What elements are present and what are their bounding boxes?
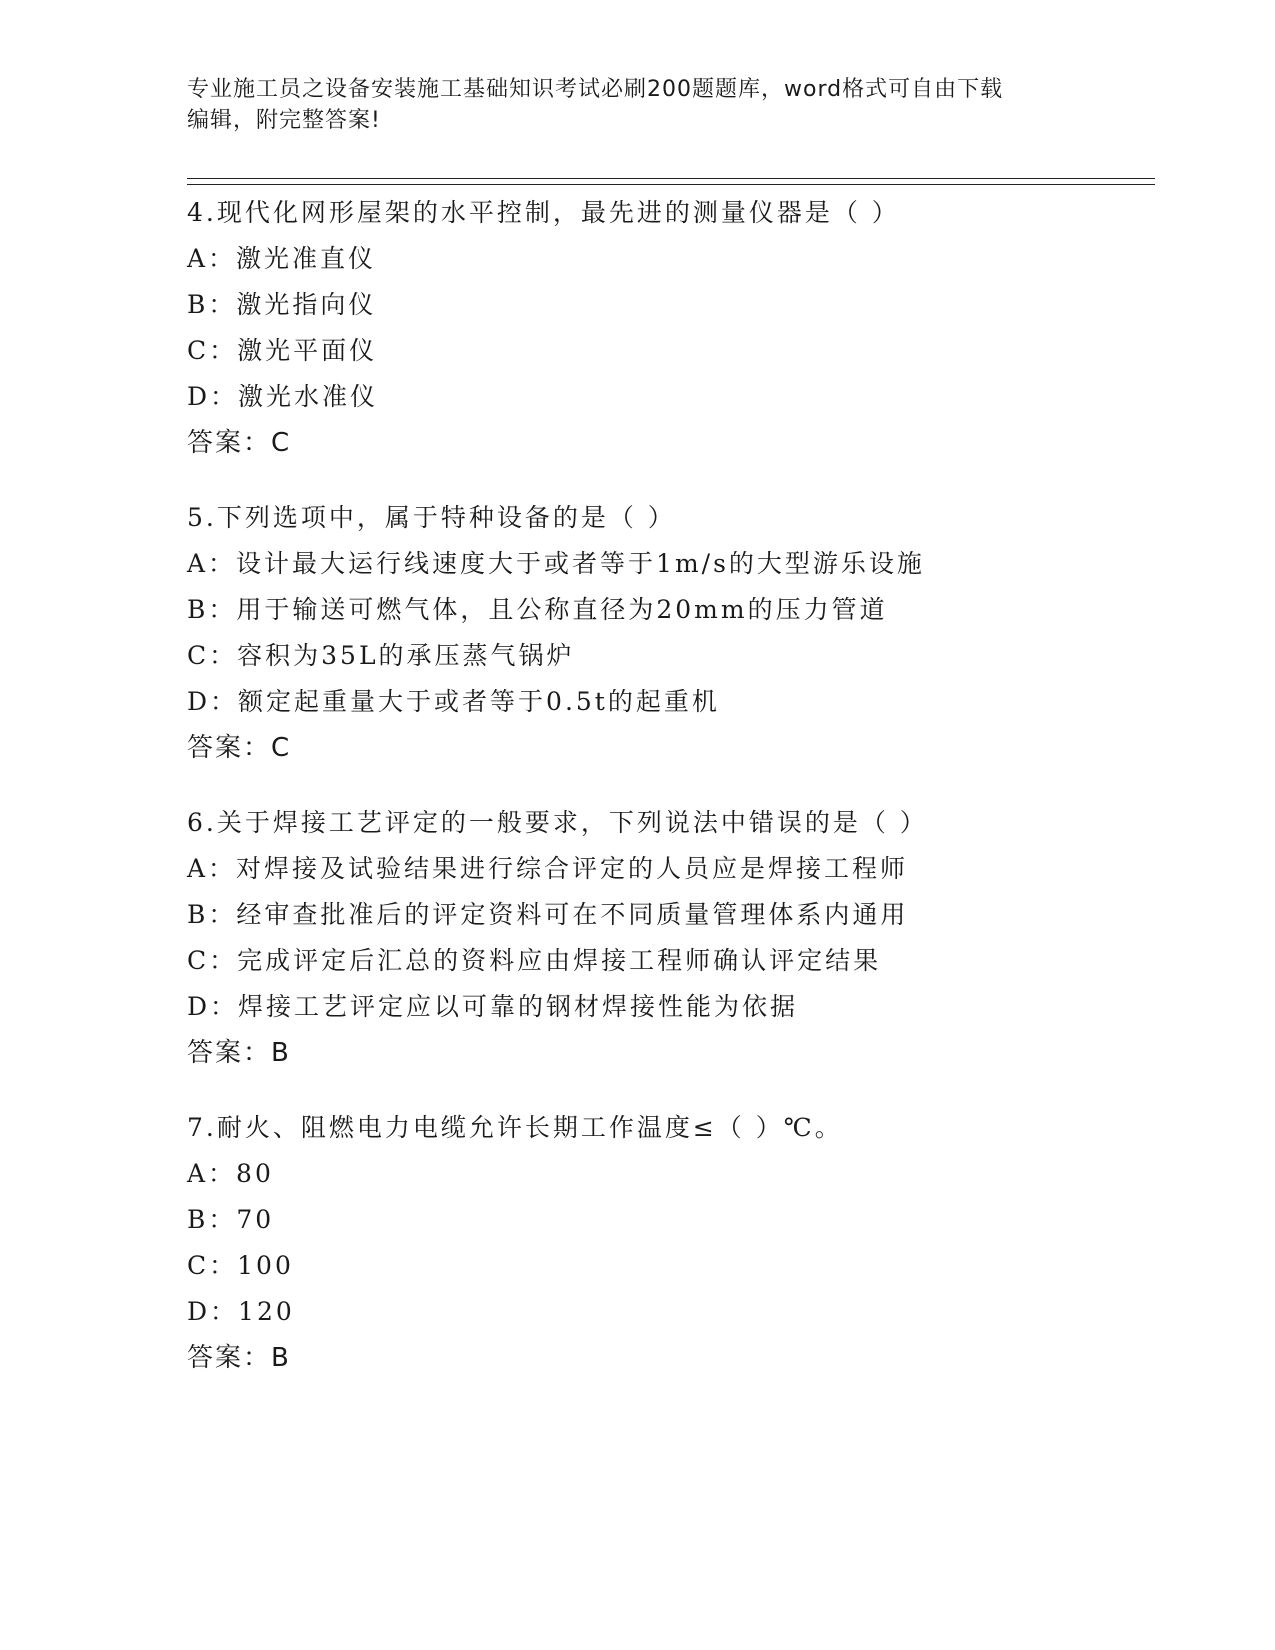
option-d: D：120: [187, 1297, 295, 1326]
option-c: C：完成评定后汇总的资料应由焊接工程师确认评定结果: [187, 946, 882, 975]
header-line: 专业施工员之设备安装施工基础知识考试必刷200题题库，word格式可自由下载: [187, 77, 1004, 102]
question-stem: 4.现代化网形屋架的水平控制，最先进的测量仪器是（ ）: [187, 198, 900, 227]
option-b: B：经审查批准后的评定资料可在不同质量管理体系内通用: [187, 900, 909, 929]
question-item: [187, 190, 1155, 466]
question-stem: 6.关于焊接工艺评定的一般要求，下列说法中错误的是（ ）: [187, 808, 928, 837]
option-a: A：设计最大运行线速度大于或者等于1m/s的大型游乐设施: [187, 549, 925, 578]
option-a: A：80: [187, 1159, 274, 1188]
question-item: [187, 800, 1155, 1076]
question-stem: 7.耐火、阻燃电力电缆允许长期工作温度≤（ ）℃。: [187, 1113, 843, 1142]
document-header: [187, 74, 1067, 136]
option-d: D：焊接工艺评定应以可靠的钢材焊接性能为依据: [187, 992, 799, 1021]
option-c: C：激光平面仪: [187, 336, 378, 365]
question-stem: 5.下列选项中，属于特种设备的是（ ）: [187, 503, 676, 532]
option-b: B：激光指向仪: [187, 290, 377, 319]
option-b: B：用于输送可燃气体，且公称直径为20mm的压力管道: [187, 595, 888, 624]
answer-key: 答案：C: [187, 733, 292, 763]
option-c: C：容积为35L的承压蒸气锅炉: [187, 641, 575, 670]
answer-key: 答案：C: [187, 428, 292, 458]
option-c: C：100: [187, 1251, 294, 1280]
option-b: B：70: [187, 1205, 275, 1234]
option-d: D：额定起重量大于或者等于0.5t的起重机: [187, 687, 720, 716]
option-a: A：激光准直仪: [187, 244, 377, 273]
header-line: 编辑，附完整答案!: [187, 108, 381, 133]
answer-key: 答案：B: [187, 1038, 291, 1068]
header-divider: [187, 178, 1155, 179]
answer-key: 答案：B: [187, 1343, 291, 1373]
question-item: [187, 1105, 1155, 1381]
option-d: D：激光水准仪: [187, 382, 379, 411]
question-list: [187, 190, 1155, 1410]
option-a: A：对焊接及试验结果进行综合评定的人员应是焊接工程师: [187, 854, 909, 883]
header-divider: [187, 184, 1155, 185]
question-item: [187, 495, 1155, 771]
